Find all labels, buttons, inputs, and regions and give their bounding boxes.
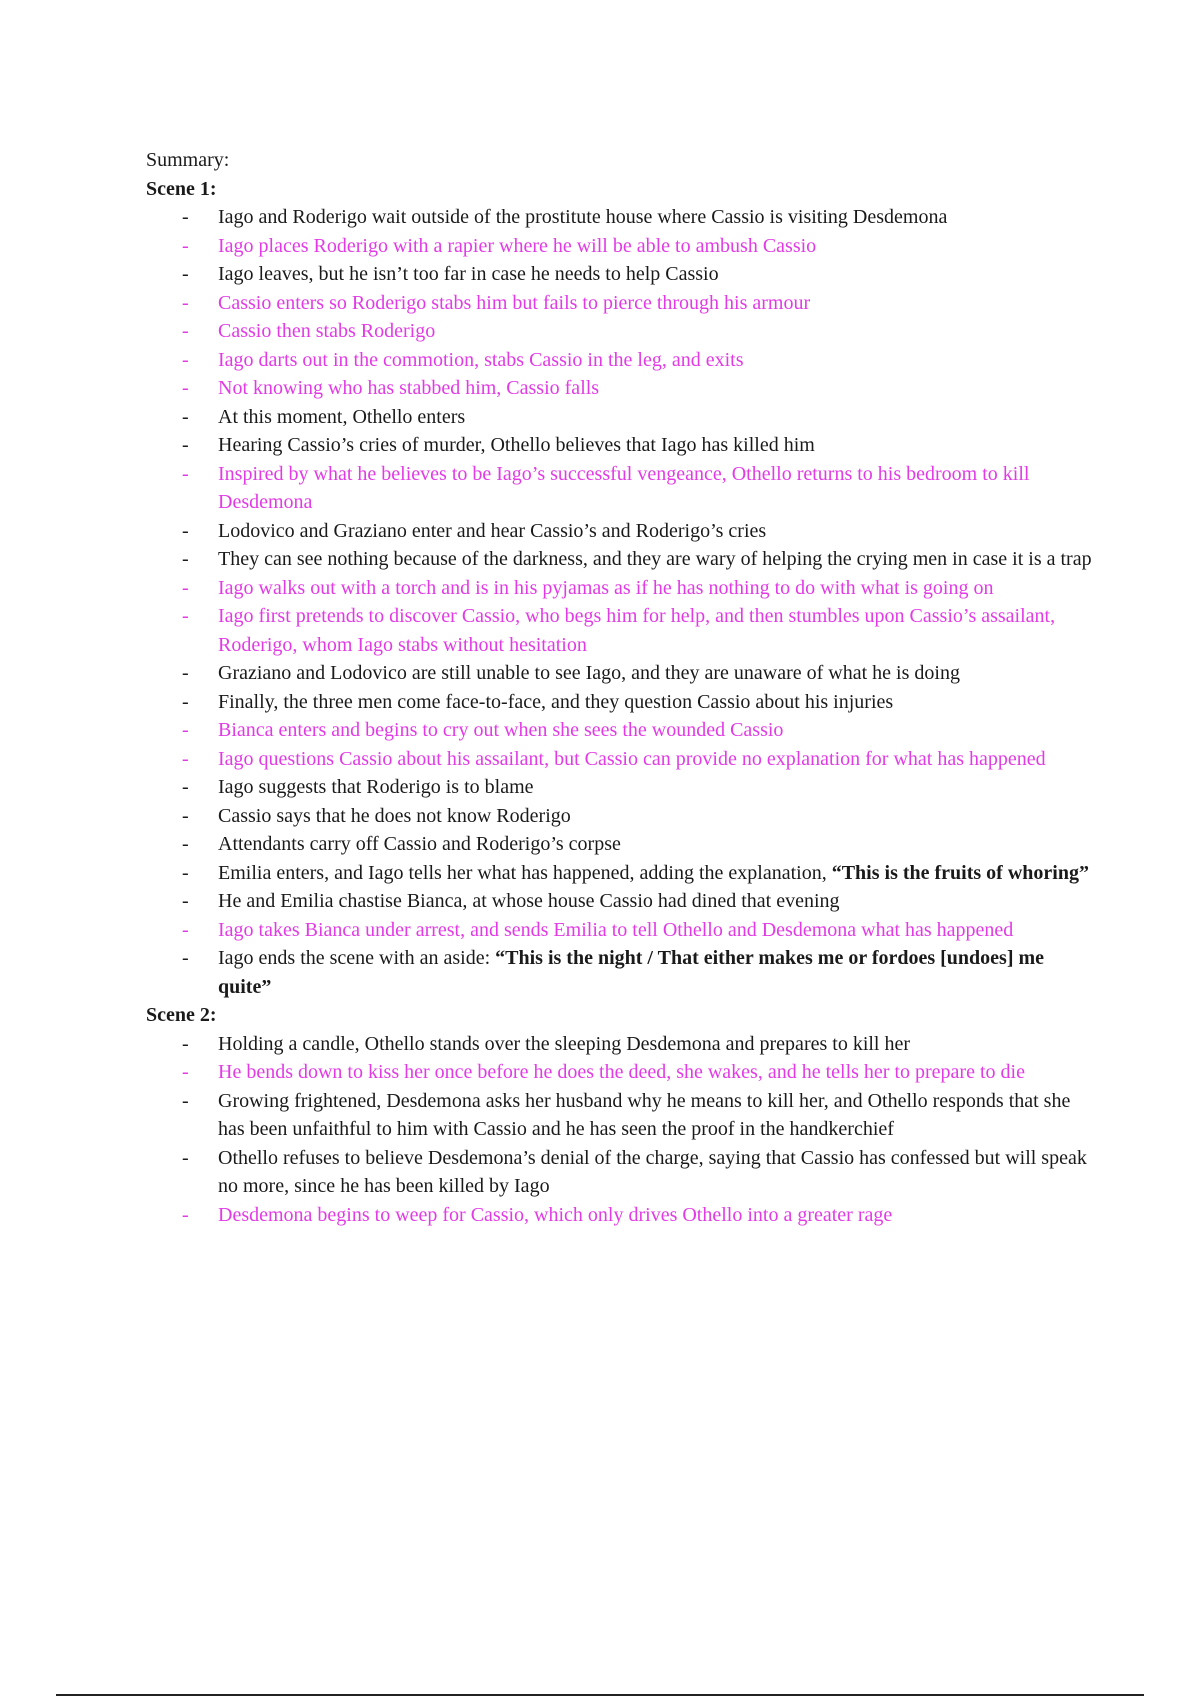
- item-text: Iago first pretends to discover Cassio, who begs him for help, and then stumbles upon Cassio’s assailant, Roderigo, whom Iago stabs without hesitation: [218, 605, 1056, 656]
- dash-bullet-icon: -: [182, 206, 189, 228]
- list-item: [146, 659, 1096, 688]
- dash-bullet-icon: -: [182, 605, 189, 627]
- item-text: Hearing Cassio’s cries of murder, Othello believes that Iago has killed him: [218, 434, 815, 456]
- list-item: [146, 1087, 1096, 1144]
- list-item: [146, 916, 1096, 945]
- item-text: Emilia enters, and Iago tells her what has happened, adding the explanation,: [218, 861, 832, 884]
- dash-bullet-icon: -: [182, 861, 189, 884]
- list-item: [146, 1201, 1096, 1230]
- item-text: Iago takes Bianca under arrest, and sends Emilia to tell Othello and Desdemona what has happened: [218, 918, 1014, 941]
- item-text: Iago ends the scene with an aside:: [218, 947, 496, 969]
- bold-quote: “This is the fruits of whoring”: [831, 861, 1089, 884]
- dash-bullet-icon: -: [182, 519, 189, 542]
- list-item: [146, 460, 1096, 517]
- bullet-list: [146, 203, 1096, 1001]
- dash-bullet-icon: -: [182, 947, 189, 969]
- dash-bullet-icon: -: [182, 1089, 189, 1112]
- scene-title: Scene 1:: [146, 177, 217, 200]
- list-item: [146, 745, 1096, 774]
- item-text: Cassio enters so Roderigo stabs him but fails to pierce through his armour: [218, 291, 811, 314]
- dash-bullet-icon: -: [182, 291, 189, 314]
- item-text: Desdemona begins to weep for Cassio, which only drives Othello into a greater rage: [218, 1203, 893, 1226]
- item-text: Iago places Roderigo with a rapier where he will be able to ambush Cassio: [218, 234, 817, 257]
- list-item: [146, 802, 1096, 831]
- item-text: Graziano and Lodovico are still unable to see Iago, and they are unaware of what he is doing: [218, 662, 960, 684]
- dash-bullet-icon: -: [182, 833, 189, 855]
- item-text: He bends down to kiss her once before he does the deed, she wakes, and he tells her to prepare to die: [218, 1061, 1025, 1083]
- list-item: [146, 403, 1096, 432]
- dash-bullet-icon: -: [182, 548, 189, 570]
- item-text: He and Emilia chastise Bianca, at whose house Cassio had dined that evening: [218, 890, 840, 912]
- list-item: [146, 203, 1096, 232]
- list-item: [146, 431, 1096, 460]
- bold-quote: “This is the night / That either makes me or fordoes [undoes] me quite”: [218, 947, 1045, 998]
- dash-bullet-icon: -: [182, 348, 189, 371]
- item-text: Iago questions Cassio about his assailant, but Cassio can provide no explanation for what has happened: [218, 747, 1046, 770]
- list-item: [146, 574, 1096, 603]
- page-bottom-rule: [56, 1694, 1144, 1696]
- dash-bullet-icon: -: [182, 776, 189, 798]
- dash-bullet-icon: -: [182, 1203, 189, 1226]
- summary-heading: Summary:: [146, 149, 230, 171]
- item-text: At this moment, Othello enters: [218, 405, 466, 428]
- list-item: [146, 716, 1096, 745]
- list-item: [146, 374, 1096, 403]
- list-item: [146, 545, 1096, 574]
- dash-bullet-icon: -: [182, 804, 189, 827]
- dash-bullet-icon: -: [182, 377, 189, 399]
- list-item: [146, 773, 1096, 802]
- dash-bullet-icon: -: [182, 320, 189, 342]
- item-text: Iago leaves, but he isn’t too far in case he needs to help Cassio: [218, 263, 719, 285]
- bullet-list: [146, 1030, 1096, 1230]
- item-text: Iago walks out with a torch and is in his pyjamas as if he has nothing to do with what is going on: [218, 576, 994, 599]
- item-text: Holding a candle, Othello stands over the sleeping Desdemona and prepares to kill her: [218, 1032, 911, 1055]
- list-item: [146, 1030, 1096, 1059]
- scenes-container: [146, 175, 1096, 1230]
- dash-bullet-icon: -: [182, 462, 189, 485]
- item-text: Inspired by what he believes to be Iago’s successful vengeance, Othello returns to his bedroom to kill Desdemona: [218, 462, 1030, 513]
- item-text: Cassio says that he does not know Roderigo: [218, 804, 571, 827]
- dash-bullet-icon: -: [182, 890, 189, 912]
- item-text: Growing frightened, Desdemona asks her husband why he means to kill her, and Othello responds that she has been unfaithful to him with Cassio and he has seen the proof in the handkerchief: [218, 1089, 1071, 1140]
- list-item: [146, 859, 1096, 888]
- scene-title: Scene 2:: [146, 1004, 217, 1026]
- item-text: Finally, the three men come face-to-face, and they question Cassio about his injuries: [218, 690, 894, 713]
- dash-bullet-icon: -: [182, 662, 189, 684]
- list-item: [146, 1144, 1096, 1201]
- list-item: [146, 317, 1096, 346]
- dash-bullet-icon: -: [182, 747, 189, 770]
- dash-bullet-icon: -: [182, 1146, 189, 1169]
- dash-bullet-icon: -: [182, 263, 189, 285]
- list-item: [146, 602, 1096, 659]
- list-item: [146, 260, 1096, 289]
- dash-bullet-icon: -: [182, 434, 189, 456]
- scene-section: [146, 175, 1096, 1002]
- dash-bullet-icon: -: [182, 405, 189, 428]
- item-text: Lodovico and Graziano enter and hear Cassio’s and Roderigo’s cries: [218, 519, 767, 542]
- dash-bullet-icon: -: [182, 1032, 189, 1055]
- item-text: Iago suggests that Roderigo is to blame: [218, 776, 534, 798]
- dash-bullet-icon: -: [182, 234, 189, 257]
- list-item: [146, 232, 1096, 261]
- list-item: [146, 346, 1096, 375]
- item-text: Cassio then stabs Roderigo: [218, 320, 436, 342]
- dash-bullet-icon: -: [182, 1061, 189, 1083]
- dash-bullet-icon: -: [182, 719, 189, 741]
- item-text: Iago darts out in the commotion, stabs Cassio in the leg, and exits: [218, 348, 744, 371]
- document-page: [146, 146, 1096, 1229]
- item-text: Othello refuses to believe Desdemona’s denial of the charge, saying that Cassio has confessed but will speak no more, since he has been killed by Iago: [218, 1146, 1087, 1197]
- list-item: [146, 830, 1096, 859]
- dash-bullet-icon: -: [182, 576, 189, 599]
- list-item: [146, 688, 1096, 717]
- item-text: They can see nothing because of the darkness, and they are wary of helping the crying men in case it is a trap: [218, 548, 1092, 570]
- dash-bullet-icon: -: [182, 690, 189, 713]
- item-text: Iago and Roderigo wait outside of the prostitute house where Cassio is visiting Desdemona: [218, 206, 948, 228]
- list-item: [146, 517, 1096, 546]
- list-item: [146, 944, 1096, 1001]
- dash-bullet-icon: -: [182, 918, 189, 941]
- list-item: [146, 887, 1096, 916]
- item-text: Not knowing who has stabbed him, Cassio falls: [218, 377, 600, 399]
- scene-section: [146, 1001, 1096, 1229]
- item-text: Bianca enters and begins to cry out when she sees the wounded Cassio: [218, 719, 784, 741]
- list-item: [146, 289, 1096, 318]
- list-item: [146, 1058, 1096, 1087]
- item-text: Attendants carry off Cassio and Roderigo’s corpse: [218, 833, 621, 855]
